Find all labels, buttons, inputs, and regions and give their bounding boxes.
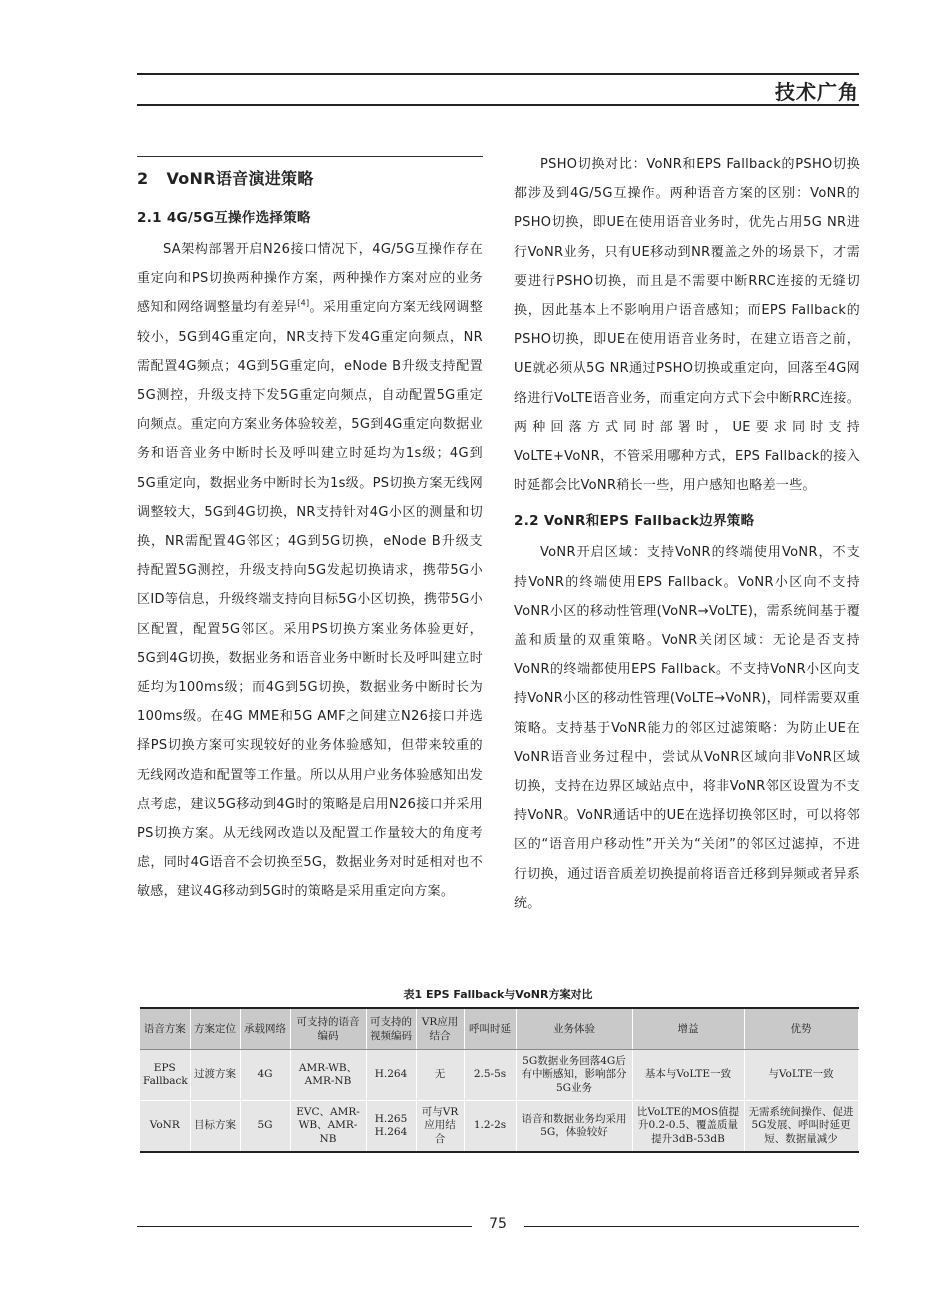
paragraph-interop-part1: SA架构部署开启N26接口情况下，4G/5G互操作存在重定向和PS切换两种操作方案，两种操作方案对应的业务感知和网络调整量均有差异 bbox=[137, 242, 483, 316]
table-cell: H.265 H.264 bbox=[366, 1101, 416, 1153]
table-row bbox=[140, 1050, 858, 1101]
table-cell: 无 bbox=[416, 1050, 464, 1101]
subsection-title-2-2: 2.2 VoNR和EPS Fallback边界策略 bbox=[514, 513, 755, 530]
table-caption: 表1 EPS Fallback与VoNR方案对比 bbox=[403, 988, 593, 1001]
table-cell: 1.2-2s bbox=[464, 1101, 516, 1153]
table-cell: 可与VR应用结合 bbox=[416, 1101, 464, 1153]
section-number: 2 bbox=[137, 169, 149, 188]
table-cell: AMR-WB、AMR-NB bbox=[290, 1050, 366, 1101]
header-top-rule bbox=[137, 73, 859, 75]
table-header-row bbox=[140, 1008, 858, 1050]
table-cell: 比VoLTE的MOS值提升0.2-0.5、覆盖质量提升3dB-53dB bbox=[632, 1101, 744, 1153]
table-header: VR应用结合 bbox=[416, 1008, 464, 1050]
paragraph-interop-part2: 。采用重定向方案无线网调整较小，5G到4G重定向，NR支持下发4G重定向频点，NR需配置4G频点；4G到5G重定向，eNode B升级支持配置5G测控，升级支持下发5G重定向频点，自动配置5G重定向频点。重定向方案业务体验较差，5G到4G重定向数据业务和语音业务中断时长及呼叫建立时延均为1s级；4G到5G重定向，数据业务中断时长为1s级。PS切换方案无线网调整较大，5G到4G切换，NR支持针对4G小区的测量和切换，NR需配置4G邻区；4G到5G切换，eNode B升级支持配置5G测控，升级支持向5G发起切换请求，携带5G小区ID等信息，升级终端支持向目标5G小区切换，携带5G小区配置，配置5G邻区。采用PS切换方案业务体验更好，5G到4G切换，数据业务和语音业务中断时长及呼叫建立时延均为100ms级；而4G到5G切换，数据业务中断时长为100ms级。在4G MME和5G AMF之间建立N26接口并选择PS切换方案可实现较好的业务体验感知，但带来较重的无线网改造和配置等工作量。所以从用户业务体验感知出发点考虑，建议5G移动到4G时的策略是启用N26接口并采用PS切换方案。从无线网改造以及配置工作量较大的角度考虑，同时4G语音不会切换至5G，数据业务对时延相对也不敏感，建议4G移动到5G时的策略是采用重定向方案。 bbox=[137, 300, 483, 900]
table-cell: EPS Fallback bbox=[140, 1050, 190, 1101]
citation-ref: [4] bbox=[297, 299, 310, 309]
left-column bbox=[137, 150, 483, 907]
table-header: 可支持的视频编码 bbox=[366, 1008, 416, 1050]
right-column bbox=[514, 150, 860, 918]
subsection-title-2-1: 2.1 4G/5G互操作选择策略 bbox=[137, 210, 311, 226]
table-header: 方案定位 bbox=[190, 1008, 240, 1050]
table-cell: 5G bbox=[240, 1101, 290, 1153]
table-cell: 与VoLTE一致 bbox=[744, 1050, 858, 1101]
table-cell: 无需系统间操作、促进5G发展、呼叫时延更短、数据量减少 bbox=[744, 1101, 858, 1153]
table-cell: 5G数据业务回落4G后有中断感知，影响部分5G业务 bbox=[516, 1050, 632, 1101]
table-cell: 2.5-5s bbox=[464, 1050, 516, 1101]
table-cell: VoNR bbox=[140, 1101, 190, 1153]
footer-rule-left bbox=[137, 1226, 472, 1227]
table-header: 语音方案 bbox=[140, 1008, 190, 1050]
table-row bbox=[140, 1101, 858, 1153]
table-cell: 4G bbox=[240, 1050, 290, 1101]
table-cell: 目标方案 bbox=[190, 1101, 240, 1153]
table-cell: H.264 bbox=[366, 1050, 416, 1101]
paragraph-boundary: VoNR开启区域：支持VoNR的终端使用VoNR，不支持VoNR的终端使用EPS Fallback。VoNR小区向不支持VoNR小区的移动性管理(VoNR→VoLTE)，需系统间基于覆盖和质量的双重策略。VoNR关闭区域：无论是否支持VoNR的终端都使用EPS Fallback。不支持VoNR小区向支持VoNR小区的移动性管理(VoLTE→VoNR)，同样需要双重策略。支持基于VoNR能力的邻区过滤策略：为防止UE在VoNR语音业务过程中，尝试从VoNR区域向非VoNR区域切换，支持在边界区域站点中，将非VoNR邻区设置为不支持VoNR。VoNR通话中的UE在选择切换邻区时，可以将邻区的“语音用户移动性”开关为“关闭”的邻区过滤掉，不进行切换，通过语音质差切换提前将语音迁移到异频或者异系统。 bbox=[514, 545, 860, 911]
table-header: 业务体验 bbox=[516, 1008, 632, 1050]
paragraph-psho: PSHO切换对比：VoNR和EPS Fallback的PSHO切换都涉及到4G/5G互操作。两种语音方案的区别：VoNR的PSHO切换，即UE在使用语音业务时，优先占用5G NR进行VoNR业务，只有UE移动到NR覆盖之外的场景下，才需要进行PSHO切换，而且是不需要中断RRC连接的无缝切换，因此基本上不影响用户语音感知；而EPS Fallback的PSHO切换，即UE在使用语音业务时，在建立语音之前，UE就必须从5G NR通过PSHO切换或重定向，回落至4G网络进行VoLTE语音业务，而重定向方式下会中断RRC连接。两种回落方式同时部署时，UE要求同时支持VoLTE+VoNR，不管采用哪种方式，EPS Fallback的接入时延都会比VoNR稍长一些，用户感知也略差一些。 bbox=[514, 157, 860, 494]
table-header: 呼叫时延 bbox=[464, 1008, 516, 1050]
page-number: 75 bbox=[489, 1216, 507, 1232]
table-header: 可支持的语音编码 bbox=[290, 1008, 366, 1050]
table-cell: 过渡方案 bbox=[190, 1050, 240, 1101]
table-header: 优势 bbox=[744, 1008, 858, 1050]
table-cell: 基本与VoLTE一致 bbox=[632, 1050, 744, 1101]
section-heading bbox=[137, 167, 483, 191]
section-label: 技术广角 bbox=[775, 80, 859, 104]
table-cell: EVC、AMR-WB、AMR-NB bbox=[290, 1101, 366, 1153]
section-rule bbox=[137, 156, 483, 157]
section-title: VoNR语音演进策略 bbox=[166, 169, 314, 188]
paragraph-interop bbox=[137, 235, 483, 907]
table-header: 承载网络 bbox=[240, 1008, 290, 1050]
table-header: 增益 bbox=[632, 1008, 744, 1050]
comparison-table bbox=[140, 1007, 859, 1153]
table-cell: 语音和数据业务均采用5G，体验较好 bbox=[516, 1101, 632, 1153]
header-bottom-rule bbox=[137, 104, 859, 106]
footer-rule-right bbox=[524, 1226, 859, 1227]
